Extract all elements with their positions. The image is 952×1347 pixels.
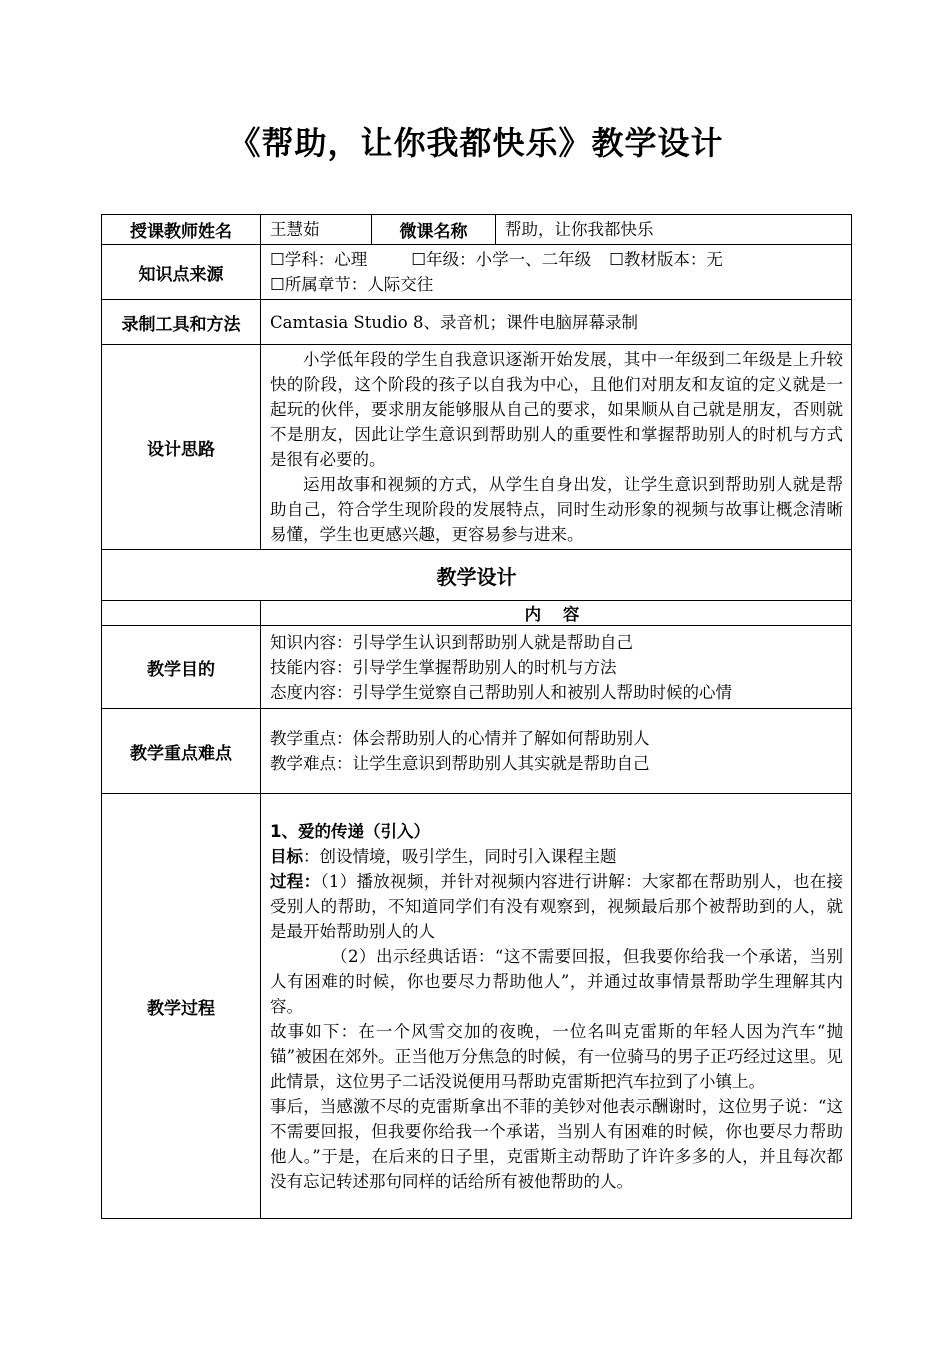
story-paragraph-1: 故事如下：在一个风雪交加的夜晚，一位名叫克雷斯的年轻人因为汽车“抛锚”被困在郊外。正当他万分焦急的时候，有一位骑马的男子正巧经过这里。见此情景，这位男子二话没说便用马帮助克雷斯把汽车拉到了小镇上。 bbox=[270, 1021, 843, 1091]
idea-paragraph-2: 运用故事和视频的方式，从学生自身出发，让学生意识到帮助别人就是帮助自己，符合学生现阶段的发展特点，同时生动形象的视频与故事让概念清晰易懂，学生也更感兴趣，更容易参与进来。 bbox=[270, 475, 843, 544]
row-process bbox=[102, 794, 852, 1219]
content-header-blank bbox=[102, 601, 261, 626]
row-teacher bbox=[102, 215, 852, 245]
idea-paragraph-1: 小学低年段的学生自我意识逐渐开始发展，其中一年级到二年级是上升较快的阶段，这个阶段的孩子以自我为中心，且他们对朋友和友谊的定义就是一起玩的伙伴，要求朋友能够服从自己的要求，如果顺从自己就是朋友，否则就不是朋友，因此让学生意识到帮助别人的重要性和掌握帮助别人的时机与方式是很有必要的。 bbox=[270, 350, 843, 469]
process-value bbox=[261, 794, 852, 1219]
row-goal bbox=[102, 626, 852, 709]
source-edition: ☐教材版本：无 bbox=[609, 250, 723, 269]
process-step-2: （2）出示经典话语：“这不需要回报，但我要你给我一个承诺，当别人有困难的时候，你也要尽力帮助他人”，并通过故事情景帮助学生理解其内容。 bbox=[270, 946, 843, 1016]
process-step-1-text: （1）播放视频，并针对视频内容进行讲解：大家都在帮助别人，也在接受别人的帮助，不知道同学们有没有观察到，视频最后那个被帮助到的人，就是最开始帮助别人的人 bbox=[270, 871, 844, 941]
goal-line-knowledge: 知识内容：引导学生认识到帮助别人就是帮助自己 bbox=[270, 632, 633, 652]
source-chapter: ☐所属章节：人际交往 bbox=[270, 275, 434, 294]
story-paragraph-2: 事后，当感激不尽的克雷斯拿出不菲的美钞对他表示酬谢时，这位男子说：“这不需要回报，但我要你给我一个承诺，当别人有困难的时候，你也要尽力帮助他人。”于是，在后来的日子里，克雷斯主动帮助了许许多多的人，并且每次都没有忘记转述那句同样的话给所有被他帮助的人。 bbox=[270, 1096, 843, 1191]
tools-value: Camtasia Studio 8、录音机；课件电脑屏幕录制 bbox=[261, 300, 852, 345]
idea-value bbox=[261, 345, 852, 550]
row-tools bbox=[102, 300, 852, 345]
source-subject: ☐学科：心理 bbox=[270, 250, 368, 269]
goal-value bbox=[261, 626, 852, 709]
goal-line-skill: 技能内容：引导学生掌握帮助别人的时机与方法 bbox=[270, 657, 617, 677]
key-label: 教学重点难点 bbox=[102, 709, 261, 794]
row-key-points bbox=[102, 709, 852, 794]
process-goal-text: ：创设情境，吸引学生，同时引入课程主题 bbox=[303, 846, 617, 866]
source-grade: ☐年级：小学一、二年级 bbox=[411, 250, 592, 269]
row-section-title bbox=[102, 550, 852, 601]
process-heading bbox=[270, 819, 843, 844]
section-title: 教学设计 bbox=[102, 550, 852, 601]
key-value bbox=[261, 709, 852, 794]
document-title: 《帮助，让你我都快乐》教学设计 bbox=[228, 124, 724, 162]
idea-label: 设计思路 bbox=[102, 345, 261, 550]
process-keyword: 过程： bbox=[270, 871, 321, 891]
course-value: 帮助，让你我都快乐 bbox=[496, 215, 852, 245]
tools-label: 录制工具和方法 bbox=[102, 300, 261, 345]
lesson-plan-table bbox=[101, 214, 852, 1219]
goal-line-attitude: 态度内容：引导学生觉察自己帮助别人和被别人帮助时候的心情 bbox=[270, 682, 732, 702]
teacher-label: 授课教师姓名 bbox=[102, 215, 261, 245]
process-goal-keyword: 目标 bbox=[270, 846, 303, 866]
key-line-difficulty: 教学难点：让学生意识到帮助别人其实就是帮助自己 bbox=[270, 754, 650, 773]
content-header: 内 容 bbox=[261, 601, 852, 626]
teacher-value: 王慧茹 bbox=[261, 215, 372, 245]
source-value bbox=[261, 245, 852, 300]
process-step-1 bbox=[270, 869, 843, 944]
process-goal bbox=[270, 844, 843, 869]
process-heading-text: 1、爱的传递（引入） bbox=[270, 821, 430, 841]
course-label: 微课名称 bbox=[372, 215, 496, 245]
row-source bbox=[102, 245, 852, 300]
row-content-header bbox=[102, 601, 852, 626]
key-line-focus: 教学重点：体会帮助别人的心情并了解如何帮助别人 bbox=[270, 729, 650, 748]
row-idea bbox=[102, 345, 852, 550]
source-label: 知识点来源 bbox=[102, 245, 261, 300]
process-label: 教学过程 bbox=[102, 794, 261, 1219]
goal-label: 教学目的 bbox=[102, 626, 261, 709]
